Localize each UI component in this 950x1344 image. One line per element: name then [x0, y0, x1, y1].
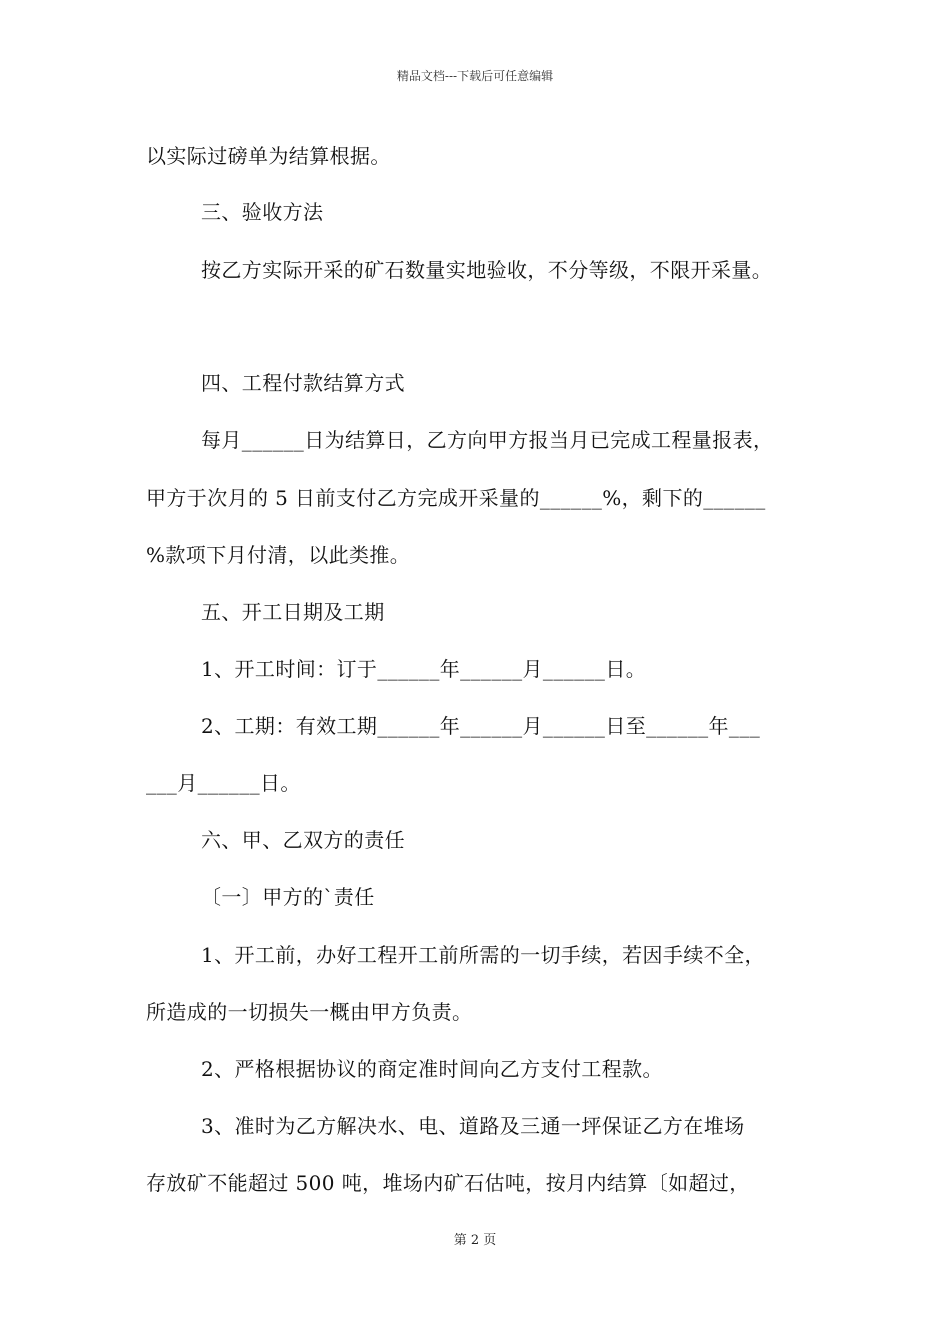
paragraph-line: 以实际过磅单为结算根据。 — [146, 144, 391, 168]
paragraph-line: 甲方于次月的 5 日前支付乙方完成开采量的______%，剩下的______ — [146, 486, 766, 510]
paragraph-line: 存放矿不能超过 500 吨，堆场内矿石估吨，按月内结算〔如超过， — [146, 1171, 750, 1195]
paragraph-line: ___月______日。 — [146, 771, 301, 795]
section-heading: 四、工程付款结算方式 — [201, 371, 405, 395]
paragraph-line: %款项下月付清，以此类推。 — [146, 543, 411, 567]
paragraph-line: 2、工期：有效工期______年______月______日至______年___ — [201, 714, 761, 738]
page-header: 精品文档---下载后可任意编辑 — [396, 69, 554, 83]
paragraph-line: 按乙方实际开采的矿石数量实地验收，不分等级，不限开采量。 — [201, 258, 773, 282]
section-heading: 六、甲、乙双方的责任 — [201, 828, 405, 852]
page-number: 第 2 页 — [453, 1233, 497, 1248]
paragraph-line: 1、开工时间：订于______年______月______日。 — [201, 657, 647, 681]
paragraph-line: 每月______日为结算日，乙方向甲方报当月已完成工程量报表， — [201, 428, 774, 452]
subsection-heading: 〔一〕甲方的`责任 — [201, 885, 375, 909]
section-heading: 三、验收方法 — [201, 200, 324, 224]
paragraph-line: 2、严格根据协议的商定准时间向乙方支付工程款。 — [201, 1057, 663, 1081]
paragraph-line: 1、开工前，办好工程开工前所需的一切手续，若因手续不全， — [201, 943, 765, 967]
paragraph-line: 3、准时为乙方解决水、电、道路及三通一坪保证乙方在堆场 — [201, 1114, 745, 1138]
section-heading: 五、开工日期及工期 — [201, 600, 385, 624]
paragraph-line: 所造成的一切损失一概由甲方负责。 — [146, 1000, 473, 1024]
